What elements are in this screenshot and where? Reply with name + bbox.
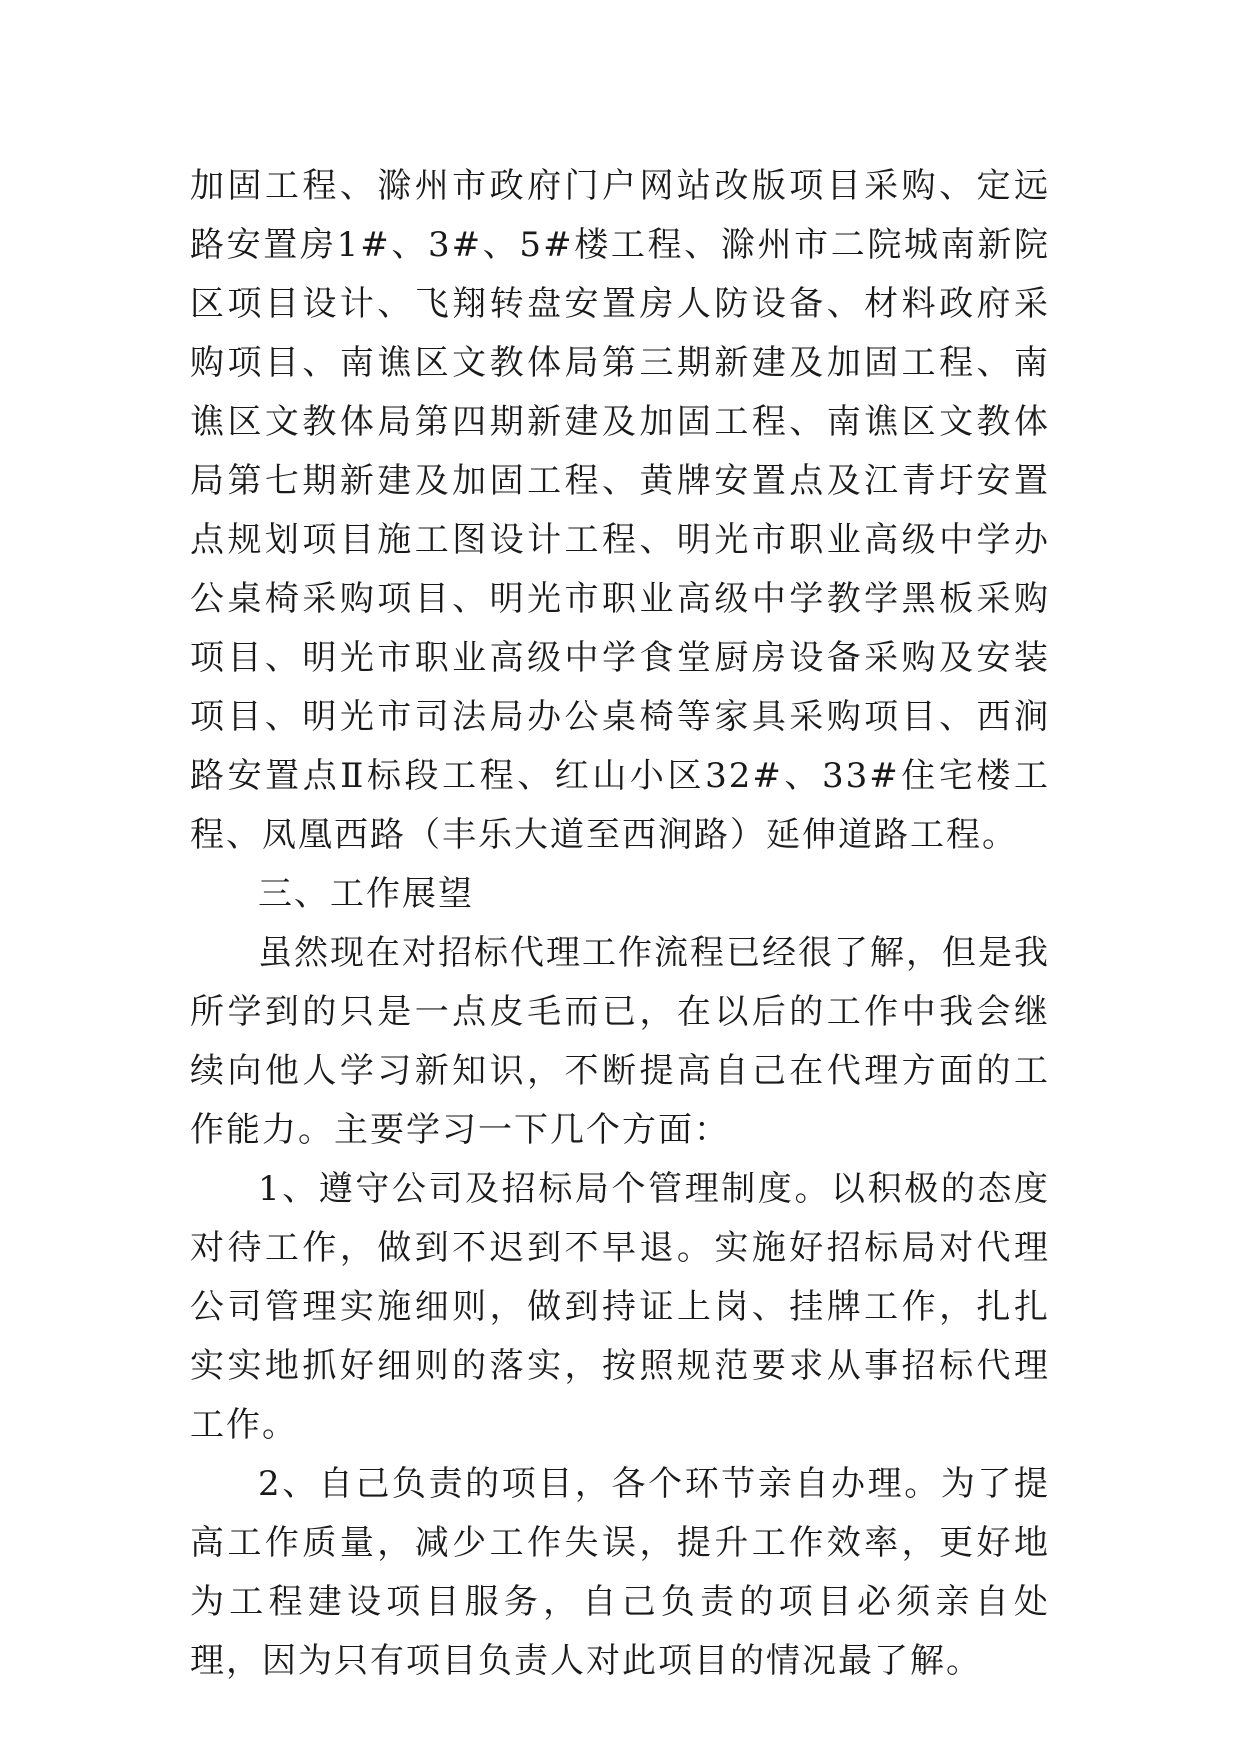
outlook-paragraph: 虽然现在对招标代理工作流程已经很了解，但是我所学到的只是一点皮毛而已，在以后的工作中我会继续向他人学习新知识，不断提高自己在代理方面的工作能力。主要学习一下几个方面： bbox=[190, 933, 1050, 1150]
list-item-1: 1、遵守公司及招标局个管理制度。以积极的态度对待工作，做到不迟到不早退。实施好招标局对代理公司管理实施细则，做到持证上岗、挂牌工作，扎扎实实地抓好细则的落实，按照规范要求从事招标代理工作。 bbox=[190, 1169, 1050, 1445]
project-list-paragraph: 加固工程、滁州市政府门户网站改版项目采购、定远路安置房1#、3#、5#楼工程、滁州市二院城南新院区项目设计、飞翔转盘安置房人防设备、材料政府采购项目、南谯区文教体局第三期新建及加固工程、南谯区文教体局第四期新建及加固工程、南谯区文教体局第七期新建及加固工程、黄牌安置点及江青圩安置点规划项目施工图设计工程、明光市职业高级中学办公桌椅采购项目、明光市职业高级中学教学黑板采购项目、明光市职业高级中学食堂厨房设备采购及安装项目、明光市司法局办公桌椅等家具采购项目、西涧路安置点Ⅱ标段工程、红山小区32#、33#住宅楼工程、凤凰西路（丰乐大道至西涧路）延伸道路工程。 bbox=[190, 166, 1050, 855]
document-body bbox=[190, 157, 1050, 1691]
list-item-2: 2、自己负责的项目，各个环节亲自办理。为了提高工作质量，减少工作失误，提升工作效率，更好地为工程建设项目服务，自己负责的项目必须亲自处理，因为只有项目负责人对此项目的情况最了解。 bbox=[190, 1464, 1050, 1681]
section-heading-outlook: 三、工作展望 bbox=[258, 874, 474, 914]
